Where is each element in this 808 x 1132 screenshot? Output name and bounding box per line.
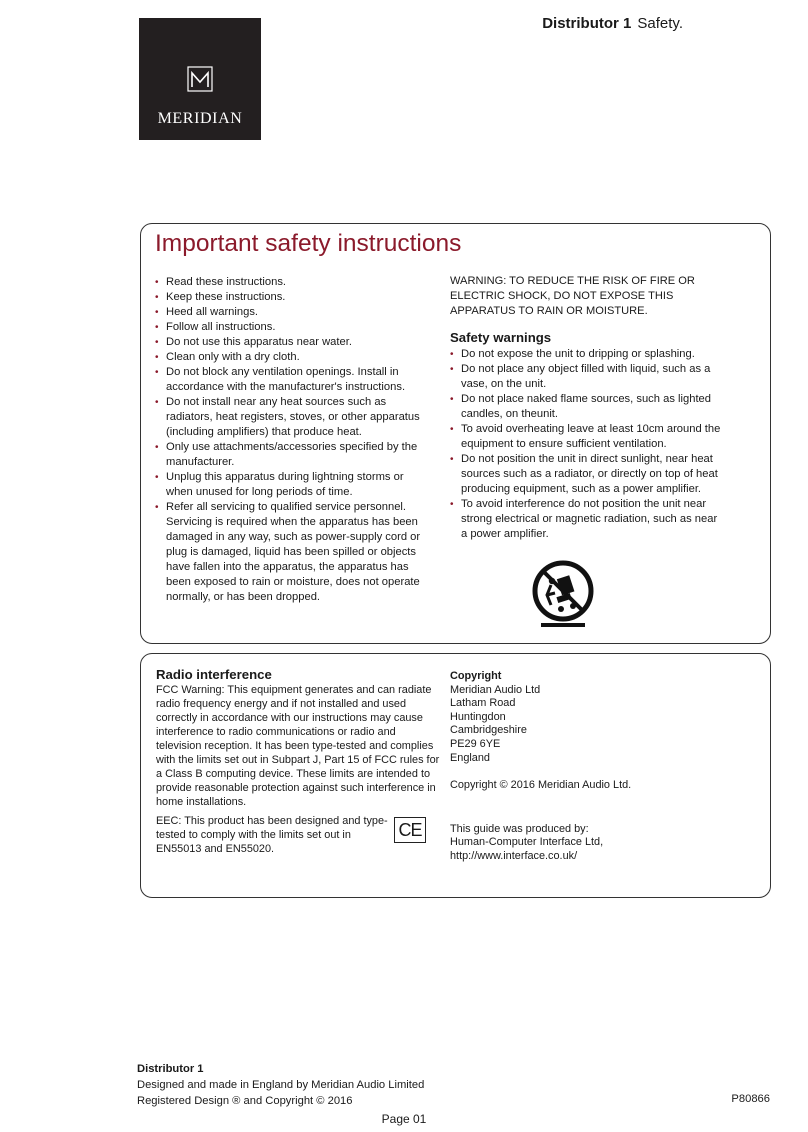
list-item: • Follow all instructions. — [155, 320, 423, 335]
fcc-warning-text: FCC Warning: This equipment generates and can radiate radio frequency energy and if not installed and used correctly in accordance with our instructions may cause interference to radio communications or radio and television reception. It has been type-tested and complies with the limits set out in Subpart J, Part 15 of FCC rules for a Class B computing device. These limits are intended to provide reasonable protection against such interference in home installations. — [156, 684, 440, 808]
footer-line-1: Designed and made in England by Meridian Audio Limited — [137, 1079, 425, 1091]
address-line: Latham Road — [450, 697, 516, 710]
address-line: Huntingdon — [450, 710, 506, 723]
list-item: • Do not use this apparatus near water. — [155, 335, 423, 350]
list-item: • Heed all warnings. — [155, 305, 423, 320]
safety-warnings-heading: Safety warnings — [450, 330, 552, 345]
address-line: Meridian Audio Ltd — [450, 683, 541, 696]
copyright-section — [450, 670, 730, 864]
copyright-heading: Copyright — [450, 670, 502, 682]
meridian-logo — [139, 18, 261, 140]
list-item: • Clean only with a dry cloth. — [155, 350, 423, 365]
address-line: Cambridgeshire — [450, 724, 527, 737]
list-item: • To avoid overheating leave at least 10cm around the equipment to ensure sufficient ventilation. — [450, 422, 722, 452]
list-item: • Keep these instructions. — [155, 290, 423, 305]
safety-title: Important safety instructions — [155, 230, 462, 257]
radio-heading: Radio interference — [156, 667, 272, 682]
list-item: • Unplug this apparatus during lightning storms or when unused for long periods of time. — [155, 470, 423, 500]
cart-tip-over-warning-icon — [531, 557, 595, 631]
warnings-column — [450, 274, 722, 542]
list-item: • Only use attachments/accessories specified by the manufacturer. — [155, 440, 423, 470]
list-item: • To avoid interference do not position the unit near strong electrical or magnetic radiation, such as near a power amplifier. — [450, 497, 722, 542]
header-section: Safety. — [637, 15, 683, 32]
logo-wordmark: MERIDIAN — [157, 110, 243, 127]
part-code: P80866 — [731, 1093, 770, 1105]
address-line: England — [450, 751, 490, 764]
list-item: • Do not block any ventilation openings. Install in accordance with the manufacturer's instructions. — [155, 365, 423, 395]
copyright-notice: Copyright © 2016 Meridian Audio Ltd. — [450, 779, 632, 792]
ce-mark-label: CE — [398, 820, 422, 840]
list-item: • Do not place any object filled with liquid, such as a vase, on the unit. — [450, 362, 722, 392]
safety-instructions-panel — [140, 223, 771, 644]
list-item: • Do not install near any heat sources such as radiators, heat registers, stoves, or other apparatus (including amplifiers) that produce heat. — [155, 395, 423, 440]
list-item: • Refer all servicing to qualified service personnel. Servicing is required when the apparatus has been damaged in any way, such as power-supply cord or plug is damaged, liquid has been spilled or objects have fallen into the apparatus, the apparatus has been exposed to rain or moisture, does not operate normally, or has been dropped. — [155, 500, 423, 605]
meridian-mark-icon — [187, 66, 213, 92]
list-item: • Do not position the unit in direct sunlight, near heat sources such as a radiator, or directly on top of heat producing equipment, such as a power amplifier. — [450, 452, 722, 497]
footer-line-2: Registered Design ® and Copyright © 2016 — [137, 1095, 353, 1107]
footer-product: Distributor 1 — [137, 1063, 204, 1075]
radio-copyright-panel — [140, 653, 771, 898]
header-product: Distributor 1 — [542, 15, 632, 32]
safety-warnings-list — [450, 347, 722, 542]
produced-by-line: Human-Computer Interface Ltd, — [450, 836, 604, 849]
instructions-list — [155, 275, 423, 605]
fire-shock-warning: WARNING: TO REDUCE THE RISK OF FIRE OR ELECTRIC SHOCK, DO NOT EXPOSE THIS APPARATUS TO RAIN OR MOISTURE. — [450, 275, 695, 317]
list-item: • Read these instructions. — [155, 275, 423, 290]
page-number: Page 01 — [381, 1112, 427, 1126]
page-header — [542, 15, 683, 32]
ce-mark-icon — [394, 817, 426, 843]
list-item: • Do not place naked flame sources, such as lighted candles, on theunit. — [450, 392, 722, 422]
page-footer — [137, 1061, 424, 1109]
address-line: PE29 6YE — [450, 737, 501, 750]
produced-by-url[interactable]: http://www.interface.co.uk/ — [450, 849, 578, 862]
produced-by-line: This guide was produced by: — [450, 822, 589, 835]
list-item: • Do not expose the unit to dripping or splashing. — [450, 347, 722, 362]
radio-interference-section — [156, 666, 442, 809]
eec-compliance-text: EEC: This product has been designed and type-tested to comply with the limits set out in EN55013 and EN55020. — [156, 815, 388, 855]
